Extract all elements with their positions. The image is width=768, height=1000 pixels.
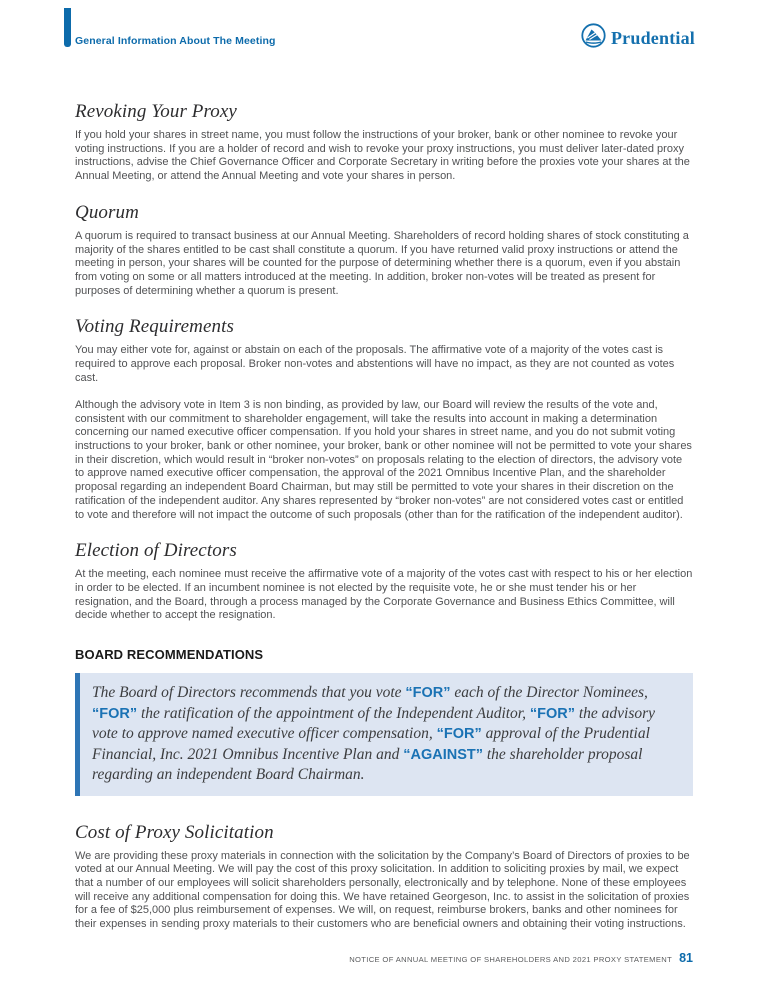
prudential-logo xyxy=(581,23,695,53)
section-heading: Cost of Proxy Solicitation xyxy=(75,821,274,843)
recommendation-segment: approval of the Prudential Financial, Inc. 2021 Omnibus Incentive Plan and xyxy=(92,725,650,763)
page-number: 81 xyxy=(679,951,693,965)
vote-for-label: “FOR” xyxy=(92,705,138,722)
paragraph: At the meeting, each nominee must receive the affirmative vote of a majority of the votes cast with respect to his or her election in order to be elected. If an incumbent nominee is not elected by the requisite vote, he or she must tender his or her resignation, and the Board, through a process managed by the Corporate Governance and Business Ethics Committee, will decide whether to accept the resignation. xyxy=(75,568,693,622)
paragraph: If you hold your shares in street name, you must follow the instructions of your broker, bank or other nominee to revoke your voting instructions. If you are a holder of record and wish to revoke your proxy instructions, you must deliver later-dated proxy instructions, advise the Chief Governance Officer and Corporate Secretary in writing before the proxies vote your shares at the Annual Meeting, or attend the Annual Meeting and vote your shares in person. xyxy=(75,129,690,183)
section-election-of-directors xyxy=(75,540,693,623)
recommendation-segment: the ratification of the appointment of the Independent Auditor, xyxy=(137,704,530,722)
paragraph: A quorum is required to transact business at our Annual Meeting. Shareholders of record holding shares of stock constituting a majority of the shares entitled to be cast shall constitute a quorum. If you have returned valid proxy instructions or attend the meeting in person, your shares will be counted for the purpose of determining whether there is a quorum, even if you abstain from voting on some or all matters introduced at the meeting. In addition, broker non-votes will be treated as present for purposes of determining whether a quorum is present. xyxy=(75,229,689,297)
section-accent-bar xyxy=(64,8,71,47)
vote-against-label: “AGAINST” xyxy=(403,746,483,763)
section-voting-requirements xyxy=(75,316,693,522)
vote-for-label: “FOR” xyxy=(529,705,575,722)
running-header: General Information About The Meeting xyxy=(75,35,276,47)
board-recommendations-heading: BOARD RECOMMENDATIONS xyxy=(75,647,264,663)
recommendation-segment: The Board of Directors recommends that you vote xyxy=(92,684,406,702)
section-cost-of-proxy-solicitation xyxy=(75,822,693,932)
section-quorum xyxy=(75,202,693,299)
recommendation-segment: the shareholder proposal regarding an independent Board Chairman. xyxy=(92,745,643,784)
paragraph: You may either vote for, against or abstain on each of the proposals. The affirmative vote of a majority of the votes cast is required to approve each proposal. Broker non-votes and abstentions will have no impact, as they are not counted as votes cast. xyxy=(75,344,675,384)
board-recommendations-text xyxy=(92,683,677,786)
vote-for-label: “FOR” xyxy=(405,685,451,702)
prudential-rock-icon xyxy=(581,23,606,53)
board-recommendations-callout xyxy=(75,673,693,796)
section-heading: Voting Requirements xyxy=(75,316,234,338)
prudential-wordmark: Prudential xyxy=(610,27,695,48)
section-heading: Quorum xyxy=(75,201,139,223)
section-heading: Election of Directors xyxy=(75,540,237,562)
footer-caption: NOTICE OF ANNUAL MEETING OF SHAREHOLDERS AND 2021 PROXY STATEMENT xyxy=(349,955,673,964)
paragraph: Although the advisory vote in Item 3 is non binding, as provided by law, our Board will review the results of the vote and, consistent with our commitment to shareholder engagement, will take the results into account in making a determination concerning our named executive officer compensation. If you hold your shares in street name, and you do not submit voting instructions to your broker, bank or other nominee, your broker, bank or other nominee will not be permitted to vote your shares in their discretion, which would result in “broker non-votes” on proposals relating to the election of directors, the advisory vote to approve named executive officer compensation, the approval of the 2021 Omnibus Incentive Plan, and the shareholder proposal regarding an independent Board Chairman, but may still be permitted to vote your shares in their discretion on the ratification of the independent auditor. Any shares represented by “broker non-votes” are not considered votes cast or entitled to vote and therefore will not impact the outcome of such proposals (other than for the ratification of the independent auditor). xyxy=(75,398,692,521)
paragraph: We are providing these proxy materials in connection with the solicitation by the Company’s Board of Directors of proxies to be voted at our Annual Meeting. We will pay the cost of this proxy solicitation. In addition to soliciting proxies by mail, we expect that a number of our employees will solicit shareholders personally, electronically and by telephone. None of these employees will receive any additional compensation for doing this. We have retained Georgeson, Inc. to assist in the solicitation of proxies for a fee of $25,000 plus reimbursement of expenses. We will, on request, reimburse brokers, banks and other nominees for their expenses in sending proxy materials to their customers who are beneficial owners and obtaining their voting instructions. xyxy=(75,849,690,931)
vote-for-label: “FOR” xyxy=(436,726,482,743)
recommendation-segment: the advisory vote to approve named executive officer compensation, xyxy=(92,704,656,743)
section-heading: Revoking Your Proxy xyxy=(75,101,237,122)
section-revoking-your-proxy xyxy=(75,101,693,184)
page-footer xyxy=(349,951,693,965)
page-content xyxy=(75,101,693,950)
recommendation-segment: each of the Director Nominees, xyxy=(450,684,648,702)
